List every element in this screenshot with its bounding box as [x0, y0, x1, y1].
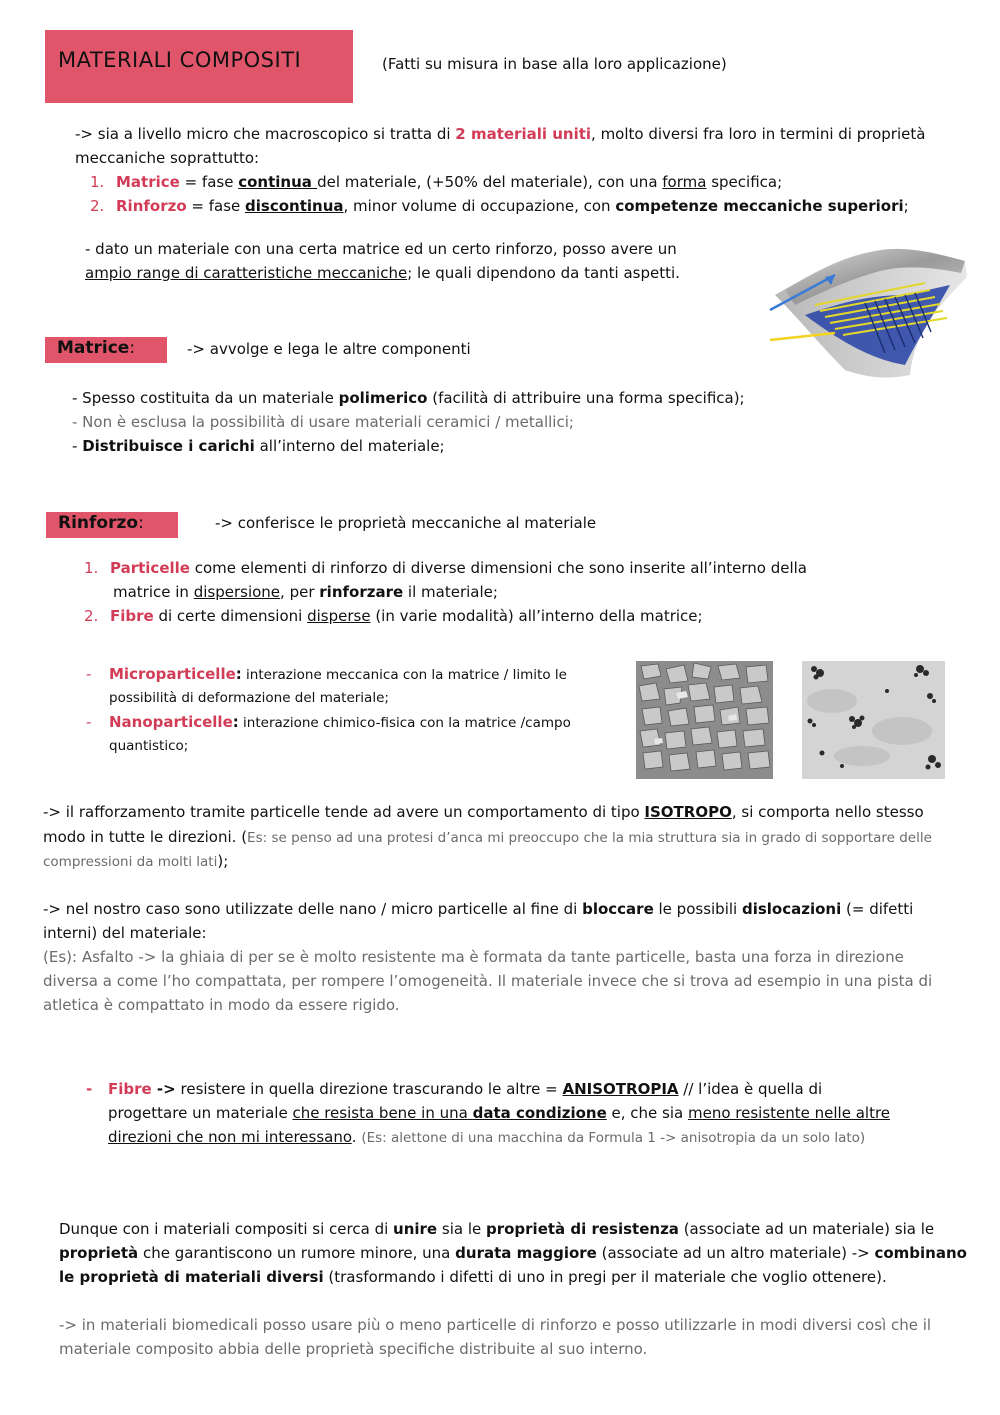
- text-span: .: [351, 1128, 362, 1146]
- text-span: -> il rafforzamento tramite particelle tende ad avere un comportamento di tipo: [43, 803, 645, 821]
- nano-line-1: [86, 710, 571, 735]
- text-span: come elementi di rinforzo di diverse dimensioni che sono inserite all’interno della: [189, 559, 807, 577]
- term: Microparticelle: [109, 665, 236, 683]
- matrice-note: -> avvolge e lega le altre componenti: [187, 340, 471, 358]
- disloc-example-2: diversa a come l’ho compattata, per rompere l’omogeneità. Il materiale invece che si trova ad esempio in una pista di: [43, 972, 933, 990]
- text-span: , molto diversi fra loro in termini di proprietà: [591, 125, 926, 143]
- fibre-line-2: [108, 1101, 890, 1125]
- underlined-term: direzioni che non mi interessano: [108, 1128, 352, 1146]
- isotropo-line-1: [43, 800, 924, 824]
- fibre-line-3: [108, 1125, 865, 1150]
- list-number: 2.: [90, 197, 105, 215]
- text-span: (in varie modalità) all’interno della matrice;: [370, 607, 703, 625]
- isotropo-line-3: [43, 849, 228, 874]
- bold-term: Distribuisce i carichi: [82, 437, 255, 455]
- text-span: interazione chimico-fisica con la matrice /campo: [238, 715, 571, 731]
- disloc-line-2: interni) del materiale:: [43, 924, 207, 942]
- heading-colon: :: [129, 338, 136, 358]
- matrice-bullet-3: [72, 434, 445, 458]
- arrow-text: ->: [151, 1080, 176, 1098]
- micro-line-1: [86, 662, 567, 687]
- text-span: all’interno del materiale;: [254, 437, 445, 455]
- list-number: 2.: [84, 607, 99, 625]
- text-span: -> nel nostro caso sono utilizzate delle nano / micro particelle al fine di: [43, 900, 583, 918]
- highlight-text: 2 materiali uniti: [455, 125, 592, 143]
- bold-term: unire: [393, 1220, 438, 1238]
- text-span: del materiale, (+50% del materiale), con una: [317, 173, 663, 191]
- disloc-line-1: [43, 897, 913, 921]
- text-span: , per: [280, 583, 320, 601]
- underlined-term: ampio range di caratteristiche meccaniche: [85, 264, 408, 282]
- nanoparticles-image: [802, 661, 945, 779]
- underlined-term: discontinua: [245, 197, 344, 215]
- text-span: (facilità di attribuire una forma specifica);: [427, 389, 745, 407]
- conclusion-line-3: [59, 1265, 887, 1289]
- list-dash: -: [86, 665, 92, 683]
- text-span: resistere in quella direzione trascurando le altre =: [175, 1080, 563, 1098]
- text-span: sia le: [437, 1220, 486, 1238]
- matrice-heading: [57, 338, 135, 358]
- text-span: - Spesso costituita da un materiale: [72, 389, 339, 407]
- underlined-term: continua: [238, 173, 318, 191]
- matrice-bullet-1: [72, 386, 745, 410]
- text-span: ; le quali dipendono da tanti aspetti.: [407, 264, 680, 282]
- conclusion-line-2: [59, 1241, 967, 1265]
- text-span: -: [72, 437, 83, 455]
- text-span: -> sia a livello micro che macroscopico si tratta di: [75, 125, 456, 143]
- rinforzo-item-1-cont: [113, 580, 498, 604]
- text-span: specifica;: [706, 173, 783, 191]
- text-span: = fase: [186, 197, 246, 215]
- bold-term: proprietà di resistenza: [485, 1220, 679, 1238]
- nano-line-2: quantistico;: [109, 738, 189, 754]
- text-span: = fase: [179, 173, 239, 191]
- range-line-1: - dato un materiale con una certa matrice ed un certo rinforzo, posso avere un: [85, 240, 677, 258]
- final-line-1: -> in materiali biomedicali posso usare più o meno particelle di rinforzo e posso utilizzarle in modi diversi così che il: [59, 1316, 932, 1334]
- rinforzo-note: -> conferisce le proprietà meccaniche al materiale: [215, 514, 597, 532]
- bold-term: bloccare: [582, 900, 654, 918]
- text-span: matrice in: [113, 583, 194, 601]
- text-span: interazione meccanica con la matrice / limito le: [241, 667, 567, 683]
- rinforzo-item-1: [84, 556, 807, 580]
- text-span: di certe dimensioni: [153, 607, 308, 625]
- underlined-term: forma: [662, 173, 707, 191]
- underlined-term: ISOTROPO: [644, 803, 732, 821]
- bold-term: proprietà: [59, 1244, 139, 1262]
- text-span: :: [235, 665, 242, 683]
- list-dash: -: [86, 1080, 93, 1098]
- text-span: il materiale;: [403, 583, 498, 601]
- isotropo-line-2: [43, 825, 932, 850]
- range-line-2: [85, 261, 680, 285]
- page-subtitle: (Fatti su misura in base alla loro applicazione): [382, 55, 727, 73]
- text-span: le possibili: [653, 900, 742, 918]
- micro-line-2: possibilità di deformazione del materiale;: [109, 690, 389, 706]
- intro-line-1: [75, 122, 925, 146]
- bold-term: le proprietà di materiali diversi: [59, 1268, 324, 1286]
- list-number: 1.: [90, 173, 105, 191]
- matrice-bullet-2: - Non è esclusa la possibilità di usare materiali ceramici / metallici;: [72, 413, 574, 431]
- text-span: );: [217, 852, 229, 870]
- list-dash: -: [86, 713, 92, 731]
- underlined-term: meno resistente nelle altre: [688, 1104, 891, 1122]
- underlined-term: che resista bene in una: [292, 1104, 473, 1122]
- heading-colon: :: [138, 513, 144, 533]
- text-span: :: [232, 713, 239, 731]
- term: Rinforzo: [116, 197, 187, 215]
- underlined-term: disperse: [307, 607, 371, 625]
- example-text: Es: se penso ad una protesi d’anca mi preoccupo che la mia struttura sia in grado di sopportare delle: [247, 830, 932, 846]
- disloc-example-3: atletica è compattato in modo da essere rigido.: [43, 996, 400, 1014]
- underlined-term: data condizione: [472, 1104, 607, 1122]
- page-title: MATERIALI COMPOSITI: [58, 48, 302, 72]
- text-span: ;: [903, 197, 909, 215]
- intro-item-2: [90, 194, 909, 218]
- final-line-2: materiale composito abbia delle proprietà specifiche distribuite al suo interno.: [59, 1340, 648, 1358]
- term: Nanoparticelle: [109, 713, 233, 731]
- conclusion-line-1: [59, 1217, 934, 1241]
- microparticles-image: [636, 661, 773, 779]
- composite-layers-image: [765, 235, 970, 385]
- bold-term: combinano: [874, 1244, 967, 1262]
- text-span: (= difetti: [841, 900, 914, 918]
- term: Fibre: [108, 1080, 152, 1098]
- example-text: (Es: alettone di una macchina da Formula 1 -> anisotropia da un solo lato): [361, 1130, 866, 1146]
- text-span: (associate ad un materiale) sia le: [678, 1220, 935, 1238]
- text-span: modo in tutte le direzioni. (: [43, 828, 248, 846]
- rinforzo-heading: [58, 513, 144, 533]
- intro-line-2: meccaniche soprattutto:: [75, 149, 260, 167]
- bold-term: rinforzare: [319, 583, 404, 601]
- term: Fibre: [110, 607, 154, 625]
- term: Particelle: [110, 559, 190, 577]
- rinforzo-item-2: [84, 604, 703, 628]
- bold-term: competenze meccaniche superiori: [615, 197, 904, 215]
- text-span: Dunque con i materiali compositi si cerca di: [59, 1220, 394, 1238]
- heading-text: Matrice: [57, 338, 130, 358]
- text-span: , si comporta nello stesso: [731, 803, 924, 821]
- underlined-term: ANISOTROPIA: [562, 1080, 679, 1098]
- list-number: 1.: [84, 559, 99, 577]
- text-span: che garantiscono un rumore minore, una: [138, 1244, 456, 1262]
- fibre-line-1: [86, 1077, 822, 1101]
- text-span: (associate ad un altro materiale) ->: [596, 1244, 875, 1262]
- heading-text: Rinforzo: [58, 513, 139, 533]
- underlined-term: dispersione: [193, 583, 281, 601]
- disloc-example-1: (Es): Asfalto -> la ghiaia di per se è molto resistente ma è formata da tante particelle, basta una forza in direzione: [43, 948, 904, 966]
- bold-term: durata maggiore: [455, 1244, 597, 1262]
- text-span: // l’idea è quella di: [678, 1080, 823, 1098]
- example-text: compressioni da molti lati: [43, 854, 218, 870]
- bold-term: dislocazioni: [741, 900, 842, 918]
- text-span: , minor volume di occupazione, con: [343, 197, 616, 215]
- term: Matrice: [116, 173, 180, 191]
- bold-term: polimerico: [338, 389, 428, 407]
- text-span: progettare un materiale: [108, 1104, 293, 1122]
- text-span: e, che sia: [606, 1104, 688, 1122]
- intro-item-1: [90, 170, 782, 194]
- text-span: (trasformando i difetti di uno in pregi per il materiale che voglio ottenere).: [323, 1268, 887, 1286]
